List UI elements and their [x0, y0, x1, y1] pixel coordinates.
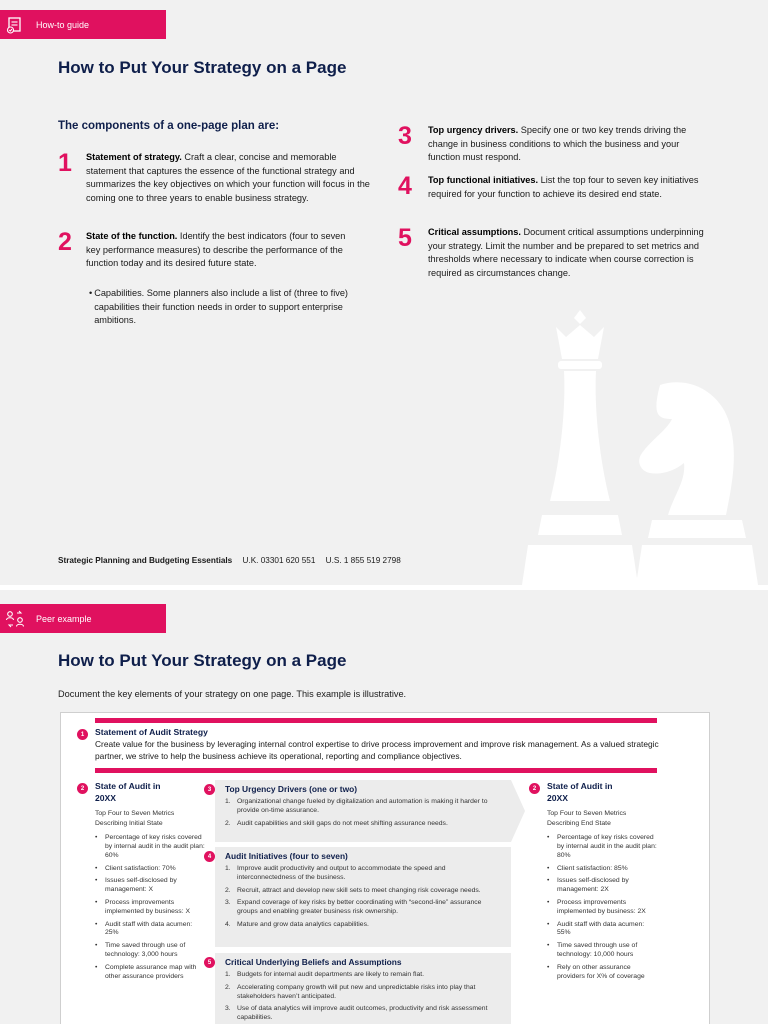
list-item: • Process improvements implemented by business: 2X: [547, 899, 657, 917]
item-heading: State of the function.: [86, 231, 178, 241]
intro-text: Document the key elements of your strategy on one page. This example is illustrative.: [58, 689, 407, 699]
current-state-column: [95, 780, 205, 985]
audit-initiatives-panel: [207, 847, 511, 947]
list-item: • Process improvements implemented by business: X: [95, 899, 205, 917]
end-state-column: [547, 780, 657, 985]
item-text: Document critical assumptions underpinning your strategy. Limit the number and be prepared to set metrics and thresholds where necessary to indicate when course correction is required as circumstances change.: [428, 227, 704, 278]
item-heading: Top functional initiatives.: [428, 175, 539, 185]
peers-exchange-icon: [0, 610, 30, 628]
component-item-1: [58, 151, 378, 205]
how-to-guide-banner: [0, 10, 166, 39]
item-heading: Statement of strategy.: [86, 152, 182, 162]
component-item-3: [398, 124, 718, 165]
step-badge: 4: [204, 851, 215, 862]
footer: [58, 556, 409, 565]
current-state-metrics: [95, 834, 205, 981]
peer-example-page: [0, 590, 768, 1024]
step-badge: 5: [204, 957, 215, 968]
peer-example-banner: [0, 604, 166, 633]
accent-bar: [95, 718, 657, 723]
beliefs-assumptions-panel: [207, 953, 511, 1024]
strategy-one-page-example: [60, 712, 710, 1024]
item-text: Specify one or two key trends driving the change in business conditions to which the business and your function must respond.: [428, 125, 687, 163]
list-item: 2. Accelerating company growth will put new and unpredictable risks into play that stakeholders haven’t anticipated.: [225, 983, 476, 1000]
item-text: List the top four to seven key initiatives required for your function to achieve its desired end state.: [428, 175, 699, 199]
list-item: • Rely on other assurance providers for X% of coverage: [547, 964, 657, 982]
item-number: 3: [398, 122, 412, 150]
capabilities-bullet: • Capabilities. Some planners also include a list of (three to five) capabilities their function needs in order to support enterprise ambitions.: [89, 287, 379, 328]
list-item: • Issues self-disclosed by management: X: [95, 877, 205, 895]
audit-initiatives-title: Audit Initiatives (four to seven): [225, 851, 348, 861]
list-item: • Issues self-disclosed by management: 2X: [547, 877, 657, 895]
step-badge: 2: [77, 783, 88, 794]
step-badge: 1: [77, 729, 88, 740]
current-state-subtitle: Top Four to Seven Metrics Describing Initial State: [95, 810, 175, 827]
item-text: Craft a clear, concise and memorable statement that captures the essence of the functional strategy and summarizes the key objectives on which your function will focus in the coming one to three years to enable business strategy.: [86, 152, 370, 203]
list-item: • Time saved through use of technology: 3,000 hours: [95, 942, 205, 960]
statement-text: Create value for the business by leveraging internal control expertise to drive process improvement and improve risk management. As a valued strategic partner, we strive to help the business achieve its operational, reporting and compliance objectives.: [95, 739, 659, 761]
statement-section: [95, 727, 665, 762]
list-item: 4. Mature and grow data analytics capabilities.: [225, 920, 369, 928]
list-item: 3. Expand coverage of key risks by better coordinating with “second-line” assurance groups and enabling greater business risk ownership.: [225, 899, 482, 916]
guide-document-icon: [0, 16, 30, 34]
page-title: How to Put Your Strategy on a Page: [58, 58, 347, 77]
current-state-title: State of Audit in 20XX: [95, 781, 161, 803]
panel-arrow: [511, 780, 525, 842]
list-item: 2. Audit capabilities and skill gaps do not meet shifting assurance needs.: [225, 819, 448, 827]
item-number: 5: [398, 224, 412, 252]
list-item: 1. Budgets for internal audit departments are likely to remain flat.: [225, 971, 425, 978]
item-number: 4: [398, 172, 412, 200]
list-item: • Audit staff with data acumen: 25%: [95, 921, 205, 939]
list-item: 2. Recruit, attract and develop new skill sets to meet changing risk coverage needs.: [225, 886, 481, 894]
list-item: • Client satisfaction: 70%: [95, 865, 205, 874]
footer-uk-phone: U.K. 03301 620 551: [242, 556, 316, 565]
footer-product: Strategic Planning and Budgeting Essentials: [58, 556, 233, 565]
footer-us-phone: U.S. 1 855 519 2798: [325, 556, 401, 565]
end-state-subtitle: Top Four to Seven Metrics Describing End State: [547, 810, 627, 827]
list-item: • Client satisfaction: 85%: [547, 865, 657, 874]
list-item: • Audit staff with data acumen: 55%: [547, 921, 657, 939]
list-item: 3. Use of data analytics will improve audit outcomes, productivity and risk assessment capabilities.: [225, 1005, 488, 1022]
list-item: • Complete assurance map with other assurance providers: [95, 964, 205, 982]
list-item: • Percentage of key risks covered by internal audit in the audit plan: 60%: [95, 834, 205, 860]
item-heading: Critical assumptions.: [428, 227, 521, 237]
item-number: 1: [58, 149, 72, 177]
component-item-2: [58, 230, 378, 271]
component-item-4: [398, 174, 718, 201]
components-heading: The components of a one-page plan are:: [58, 120, 280, 132]
item-heading: Top urgency drivers.: [428, 125, 519, 135]
end-state-title: State of Audit in 20XX: [547, 781, 613, 803]
banner-label: Peer example: [36, 613, 92, 624]
step-badge: 3: [204, 784, 215, 795]
item-text: Identify the best indicators (four to seven key performance measures) to describe the performance of the function today and its desired future state.: [86, 231, 346, 269]
list-item: • Time saved through use of technology: 10,000 hours: [547, 942, 657, 960]
list-item: 1. Organizational change fueled by digitalization and automation is making it harder to provide on-time assurance.: [225, 798, 488, 814]
urgency-drivers-title: Top Urgency Drivers (one or two): [225, 784, 357, 794]
end-state-metrics: [547, 834, 657, 981]
statement-title: Statement of Audit Strategy: [95, 727, 208, 737]
accent-bar: [95, 768, 657, 773]
chess-pieces-illustration: [520, 305, 760, 585]
page-title: How to Put Your Strategy on a Page: [58, 651, 347, 670]
item-number: 2: [58, 228, 72, 256]
list-item: • Percentage of key risks covered by internal audit in the audit plan: 80%: [547, 834, 657, 860]
urgency-drivers-panel: [207, 780, 511, 842]
beliefs-assumptions-title: Critical Underlying Beliefs and Assumptions: [225, 957, 402, 967]
list-item: 1. Improve audit productivity and output to accommodate the speed and interconnectedness of the business.: [225, 865, 446, 881]
bullet-text: Capabilities. Some planners also include a list of (three to five) capabilities their function needs in order to support enterprise ambitions.: [94, 288, 348, 326]
step-badge: 2: [529, 783, 540, 794]
banner-label: How-to guide: [36, 19, 90, 30]
component-item-5: [398, 226, 718, 280]
